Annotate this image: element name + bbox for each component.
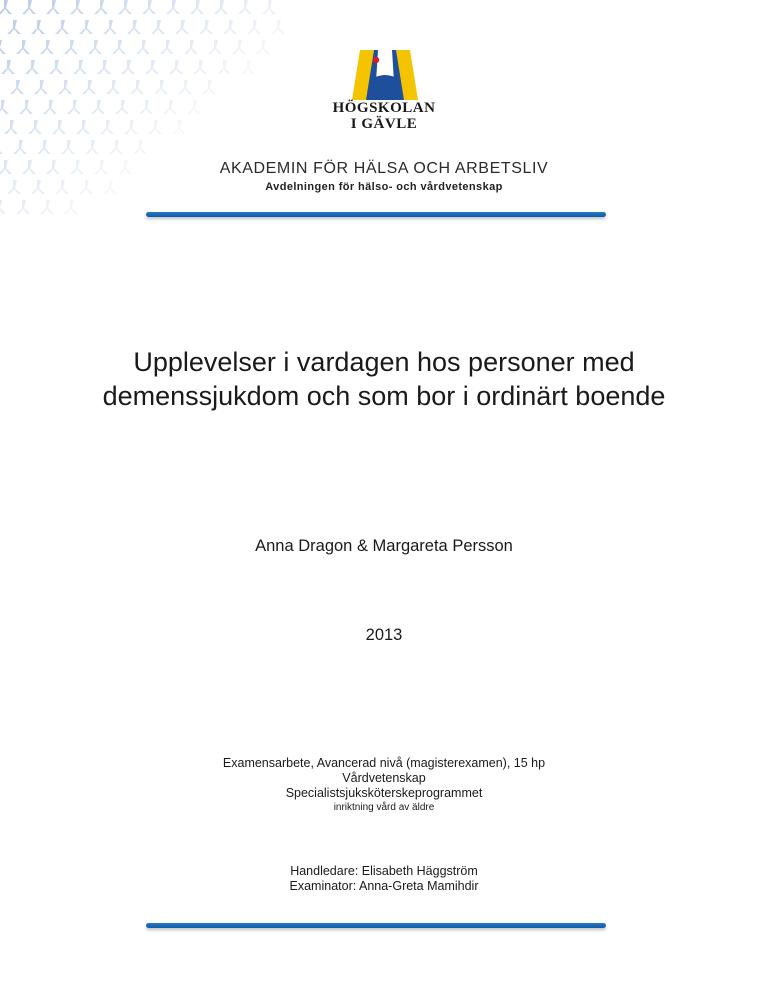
pattern-mark	[217, 60, 231, 74]
pattern-mark	[178, 80, 192, 94]
title-line-2: demenssjukdom och som bor i ordinärt boende	[102, 381, 666, 411]
pattern-mark	[154, 80, 168, 94]
pattern-mark	[106, 80, 120, 94]
pattern-mark	[190, 0, 204, 14]
pattern-mark	[151, 20, 165, 34]
supervisors	[0, 864, 768, 894]
document-title	[100, 345, 668, 413]
pattern-mark	[64, 40, 78, 54]
academy-name: AKADEMIN FÖR HÄLSA OCH ARBETSLIV	[219, 160, 549, 177]
pattern-mark	[136, 40, 150, 54]
pattern-mark	[46, 0, 60, 14]
pattern-mark	[85, 140, 99, 154]
pattern-mark	[43, 100, 57, 114]
pattern-mark	[31, 20, 45, 34]
pattern-mark	[100, 120, 114, 134]
pattern-mark	[0, 140, 3, 154]
pattern-mark	[0, 40, 6, 54]
pattern-mark	[22, 0, 36, 14]
pattern-mark	[175, 20, 189, 34]
bottom-divider	[146, 923, 606, 928]
pattern-mark	[247, 20, 261, 34]
pattern-mark	[25, 60, 39, 74]
pattern-mark	[124, 120, 138, 134]
pattern-mark	[166, 0, 180, 14]
pattern-mark	[82, 80, 96, 94]
pattern-mark	[55, 20, 69, 34]
pattern-mark	[262, 0, 276, 14]
pattern-mark	[97, 60, 111, 74]
pattern-mark	[121, 60, 135, 74]
pattern-mark	[13, 140, 27, 154]
decorative-logo-pattern	[0, 0, 300, 260]
pattern-mark	[202, 80, 216, 94]
pattern-mark	[133, 140, 147, 154]
pattern-mark	[112, 40, 126, 54]
pattern-mark	[199, 20, 213, 34]
pattern-mark	[88, 40, 102, 54]
pattern-mark	[91, 100, 105, 114]
thesis-specialization: inriktning vård av äldre	[333, 802, 435, 813]
pattern-mark	[67, 100, 81, 114]
authors: Anna Dragon & Margareta Persson	[255, 537, 513, 555]
pattern-mark	[4, 120, 18, 134]
year: 2013	[365, 626, 403, 644]
pattern-mark	[115, 100, 129, 114]
pattern-mark	[214, 0, 228, 14]
pattern-mark	[139, 100, 153, 114]
pattern-mark	[187, 100, 201, 114]
pattern-mark	[103, 20, 117, 34]
pattern-mark	[193, 60, 207, 74]
pattern-mark	[172, 120, 186, 134]
thesis-subject: Vårdvetenskap	[342, 771, 426, 785]
pattern-mark	[160, 40, 174, 54]
pattern-mark	[76, 120, 90, 134]
pattern-mark	[61, 140, 75, 154]
pattern-mark	[142, 0, 156, 14]
top-divider	[146, 212, 606, 217]
pattern-mark	[70, 0, 84, 14]
pattern-mark	[58, 80, 72, 94]
pattern-mark	[16, 200, 30, 214]
pattern-mark	[37, 140, 51, 154]
pattern-mark	[28, 120, 42, 134]
supervisor-name: Handledare: Elisabeth Häggström	[290, 864, 478, 878]
thesis-level: Examensarbete, Avancerad nivå (magisterexamen), 15 hp	[222, 756, 546, 770]
pattern-mark	[208, 40, 222, 54]
pattern-mark	[163, 100, 177, 114]
pattern-mark	[0, 200, 6, 214]
pattern-mark	[238, 0, 252, 14]
pattern-mark	[271, 20, 285, 34]
pattern-mark	[7, 20, 21, 34]
pattern-mark	[223, 20, 237, 34]
title-line-1: Upplevelser i vardagen hos personer med	[133, 347, 635, 377]
pattern-mark	[241, 60, 255, 74]
thesis-info	[0, 756, 768, 815]
pattern-mark	[184, 40, 198, 54]
pattern-mark	[0, 0, 12, 14]
pattern-mark	[34, 80, 48, 94]
pattern-mark	[1, 60, 15, 74]
pattern-mark	[49, 60, 63, 74]
pattern-mark	[79, 20, 93, 34]
pattern-mark	[40, 40, 54, 54]
pattern-mark	[169, 60, 183, 74]
pattern-mark	[73, 60, 87, 74]
pattern-mark	[19, 100, 33, 114]
pattern-mark	[64, 200, 78, 214]
pattern-mark	[40, 200, 54, 214]
pattern-mark	[130, 80, 144, 94]
pattern-mark	[256, 40, 270, 54]
thesis-program: Specialistsjuksköterskeprogrammet	[285, 786, 483, 800]
pattern-mark	[10, 80, 24, 94]
pattern-mark	[127, 20, 141, 34]
pattern-mark	[52, 120, 66, 134]
logo-text-line2: I GÄVLE	[350, 116, 418, 132]
pattern-mark	[16, 40, 30, 54]
pattern-mark	[118, 0, 132, 14]
pattern-mark	[232, 40, 246, 54]
pattern-mark	[109, 140, 123, 154]
pattern-mark	[94, 0, 108, 14]
division-name: Avdelningen för hälso- och vårdvetenskap	[265, 181, 503, 193]
pattern-mark	[0, 100, 9, 114]
pattern-mark	[145, 60, 159, 74]
examiner-name: Examinator: Anna-Greta Mamihdir	[289, 879, 479, 893]
logo-text-line1: HÖGSKOLAN	[332, 100, 436, 116]
pattern-mark	[148, 120, 162, 134]
